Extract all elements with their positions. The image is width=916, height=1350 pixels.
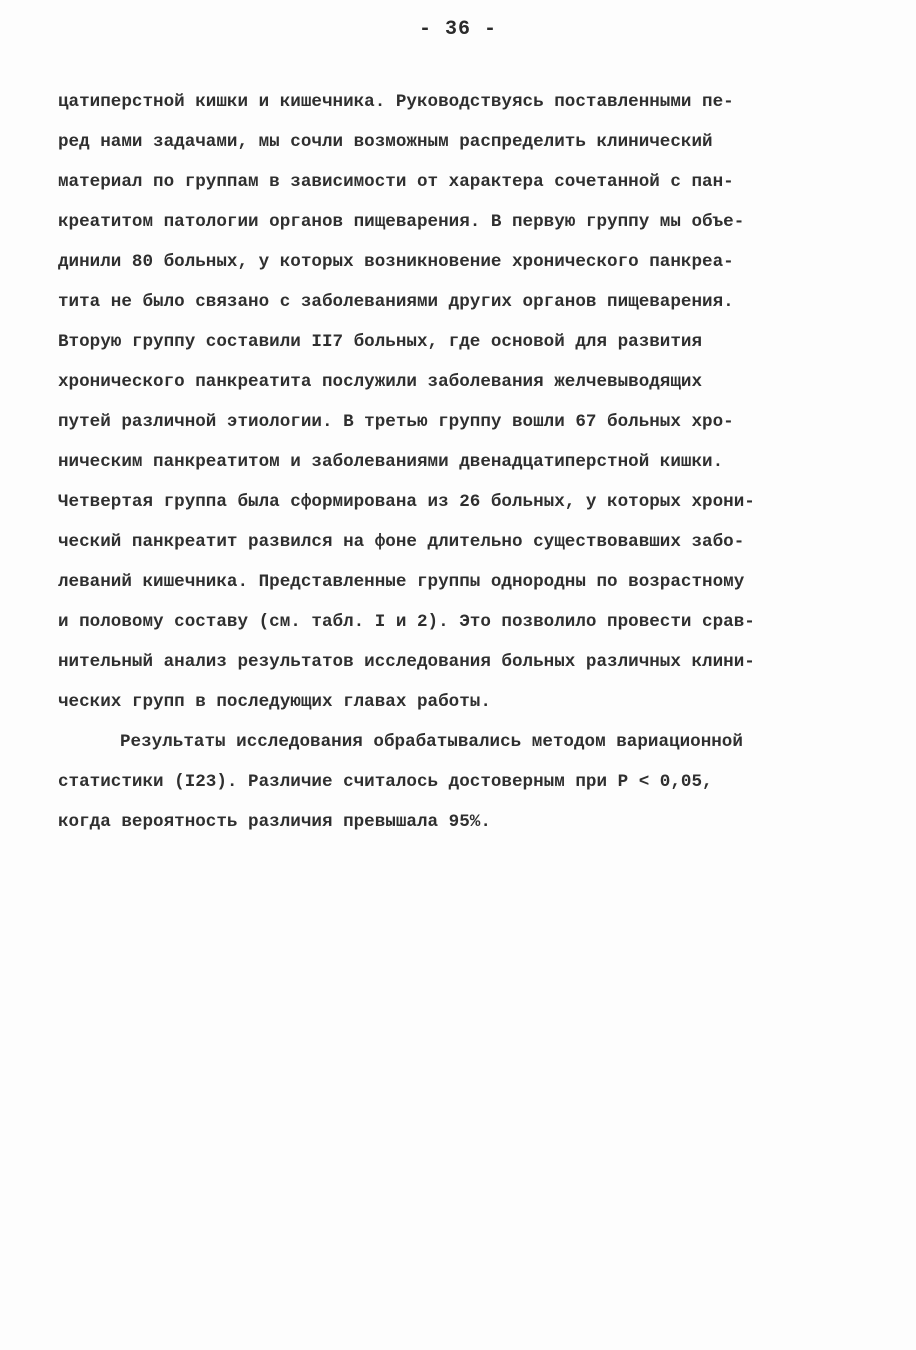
paragraph-2	[58, 722, 868, 842]
text-line: статистики (I23). Различие считалось достоверным при P < 0,05,	[58, 772, 713, 792]
text-line: ческих групп в последующих главах работы.	[58, 692, 491, 712]
text-line: динили 80 больных, у которых возникновение хронического панкреа-	[58, 252, 734, 272]
text-line: креатитом патологии органов пищеварения. В первую группу мы объе-	[58, 212, 745, 232]
paragraph-1	[58, 82, 868, 722]
text-line: ческий панкреатит развился на фоне длительно существовавших забо-	[58, 532, 745, 552]
text-line: Четвертая группа была сформирована из 26 больных, у которых хрони-	[58, 492, 755, 512]
text-line: хронического панкреатита послужили заболевания желчевыводящих	[58, 372, 703, 392]
text-line: Вторую группу составили II7 больных, где основой для развития	[58, 332, 703, 352]
text-line: нительный анализ результатов исследования больных различных клини-	[58, 652, 755, 672]
text-line: Результаты исследования обрабатывались методом вариационной	[120, 732, 743, 752]
text-line: материал по группам в зависимости от характера сочетанной с пан-	[58, 172, 734, 192]
page-number: - 36 -	[418, 18, 497, 41]
text-line: леваний кишечника. Представленные группы однородны по возрастному	[58, 572, 745, 592]
text-line: ред нами задачами, мы сочли возможным распределить клинический	[58, 132, 713, 152]
body-text	[58, 82, 868, 842]
text-line: путей различной этиологии. В третью группу вошли 67 больных хро-	[58, 412, 734, 432]
text-line: и половому составу (см. табл. I и 2). Это позволило провести срав-	[58, 612, 755, 632]
text-line: когда вероятность различия превышала 95%.	[58, 812, 491, 832]
text-line: цатиперстной кишки и кишечника. Руководствуясь поставленными пе-	[58, 92, 734, 112]
text-line: тита не было связано с заболеваниями других органов пищеварения.	[58, 292, 734, 312]
text-line: ническим панкреатитом и заболеваниями двенадцатиперстной кишки.	[58, 452, 724, 472]
